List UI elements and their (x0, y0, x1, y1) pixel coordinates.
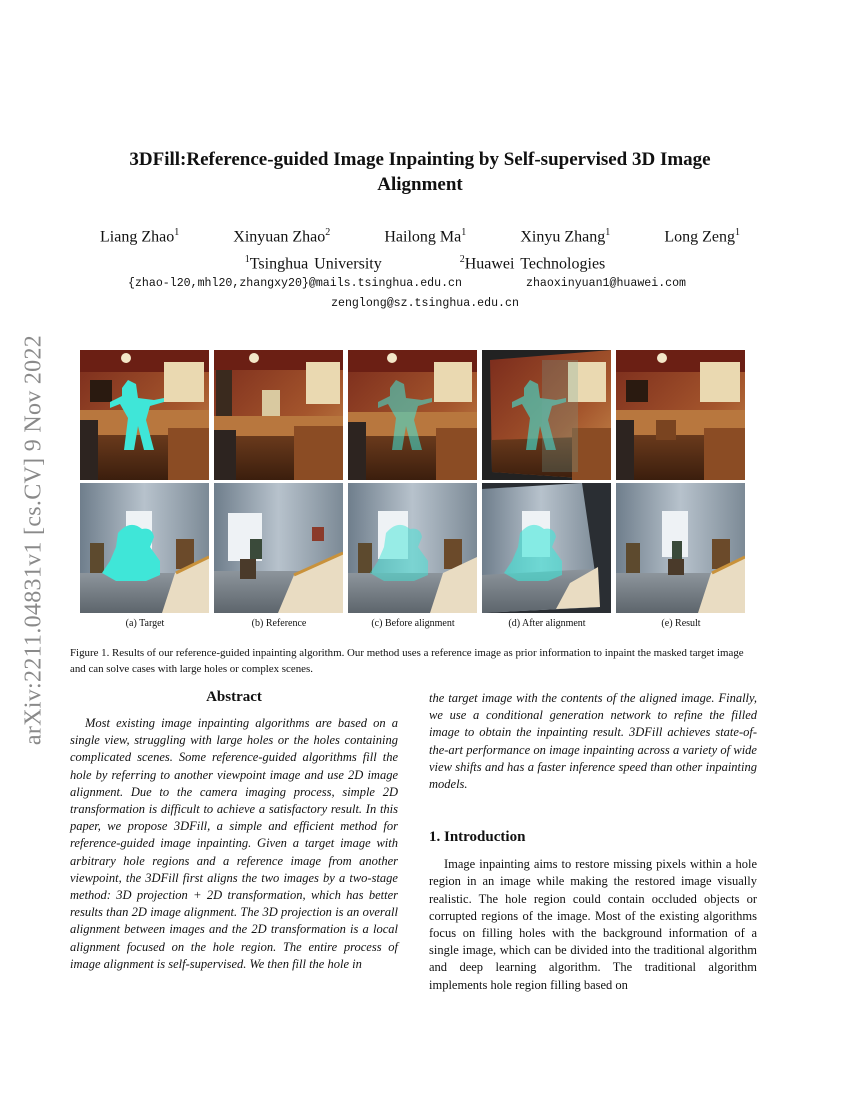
author-list (100, 227, 740, 246)
kitchen-before-alignment-image (348, 350, 477, 480)
hallway-result-image (616, 483, 745, 613)
figure-1 (80, 350, 748, 613)
affiliations: $^1$Tsinghua University $^2$Huawei Technologies (244, 254, 606, 273)
author: Long Zeng$^1$ (664, 227, 740, 246)
author: Liang Zhao$^1$ (100, 227, 180, 246)
abstract-text-left: Most existing image inpainting algorithms are based on a single view, struggling with large holes or the holes containing complicated scenes. Some reference-guided algorithms fill the hole by referring to another viewpoint image and use 2D image alignment. Due to the camera imaging process, simple 2D transformation is difficult to achieve a satisfactory result. In this paper, we propose 3DFill, a simple and efficient method for reference-guided image inpainting. Given a target image with arbitrary hole regions and a reference image from another viewpoint, the 3DFill first aligns the two images by a two-stage method: 3D projection + 2D transformation, which has better results than 2D image alignment. The 3D projection is an overall alignment between images and the 2D transformation is a local alignment focused on the hole region. The entire process of image alignment is self-supervised. We then fill the hole in (70, 716, 398, 971)
subcaption-target: (a) Target (125, 618, 165, 629)
introduction-heading: 1. Introduction (429, 829, 526, 846)
subcaption-reference: (b) Reference (251, 618, 307, 629)
kitchen-target-image (80, 350, 209, 480)
figure-caption: Figure 1. Results of our reference-guided inpainting algorithm. Our method uses a reference image as prior information to inpaint the masked target image and can solve cases with large holes or complex scenes. (70, 647, 744, 675)
subcaption-before-alignment: (c) Before alignment (371, 618, 455, 629)
hallway-target-image (80, 483, 209, 613)
right-column (429, 690, 757, 994)
subcaption-result: (e) Result (661, 618, 701, 629)
author: Xinyuan Zhao$^2$ (233, 227, 331, 246)
email-line-2 (0, 297, 850, 310)
subcaption-after-alignment: (d) After alignment (508, 618, 586, 629)
kitchen-after-alignment-image (482, 350, 611, 480)
email-tsinghua[interactable]: {zhao-l20,mhl20,zhangxy20}@mails.tsinghua.edu.cn (128, 277, 462, 290)
abstract-text-right: the target image with the contents of the aligned image. Finally, we use a conditional generation network to refine the filled image to obtain the inpainting result. 3DFill achieves state-of-the-art performance on image inpainting across a variety of wide view shifts and has a faster inference speed than other inpainting models. (429, 691, 757, 792)
introduction-text: Image inpainting aims to restore missing pixels within a hole region in an image while making the restored image visually realistic. The hole region could contain occluded objects or corrupted regions of the image. Most of the existing algorithms focus on filling holes with the background information of a single image, which can be divided into the traditional algorithm and deep learning algorithm. The traditional algorithm implements hole region filling based on (429, 857, 757, 992)
hallway-reference-image (214, 483, 343, 613)
affiliation-huawei: Huawei Technologies (464, 255, 606, 273)
author: Hailong Ma$^1$ (384, 227, 467, 246)
email-line (128, 277, 708, 290)
kitchen-reference-image (214, 350, 343, 480)
arxiv-identifier (12, 300, 56, 780)
email-zeng[interactable]: zenglong@sz.tsinghua.edu.cn (331, 297, 519, 310)
hallway-before-alignment-image (348, 483, 477, 613)
arxiv-identifier-text: arXiv:2211.04831v1 [cs.CV] 9 Nov 2022 (20, 334, 47, 746)
email-huawei[interactable]: zhaoxinyuan1@huawei.com (526, 277, 687, 290)
paper-title: 3DFill:Reference-guided Image Inpainting by Self-supervised 3D Image Alignment (129, 149, 711, 195)
author: Xinyu Zhang$^1$ (520, 227, 611, 246)
abstract-heading: Abstract (206, 689, 262, 705)
affiliation-tsinghua: Tsinghua University (249, 255, 382, 273)
kitchen-result-image (616, 350, 745, 480)
hallway-after-alignment-image (482, 483, 611, 613)
